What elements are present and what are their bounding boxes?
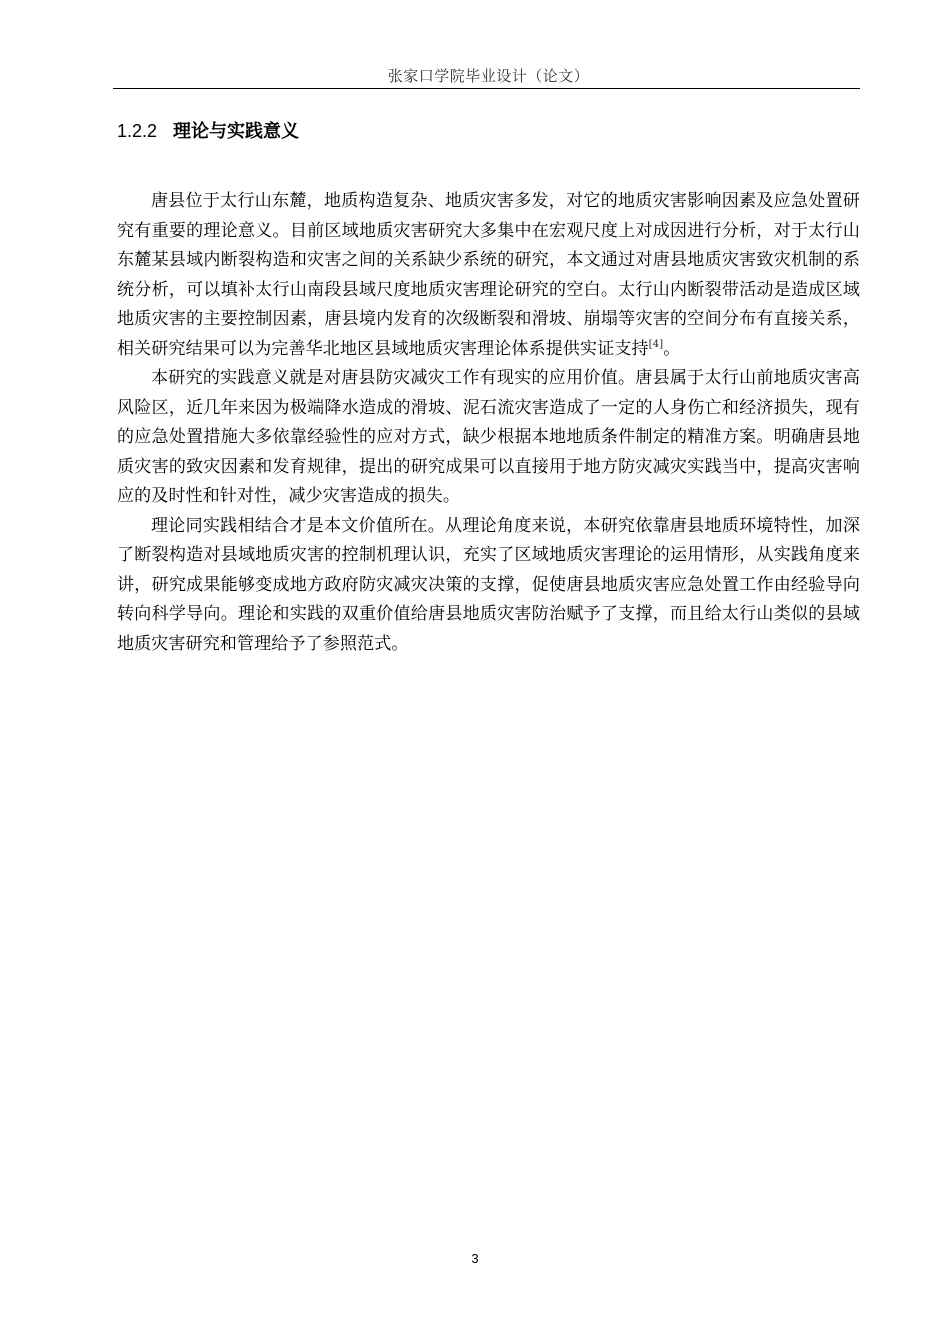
paragraph-end: 。 — [663, 338, 681, 359]
running-header: 张家口学院毕业设计（论文） — [387, 67, 590, 85]
section-number: 1.2.2 — [117, 121, 158, 141]
paragraph: 本研究的实践意义就是对唐县防灾减灾工作有现实的应用价值。唐县属于太行山前地质灾害高风险区，近几年来因为极端降水造成的滑坡、泥石流灾害造成了一定的人身伤亡和经济损失，现有的应急处置措施大多依靠经验性的应对方式，缺少根据本地地质条件制定的精准方案。明确唐县地质灾害的致灾因素和发育规律，提出的研究成果可以直接用于地方防灾减灾实践当中，提高灾害响应的及时性和针对性，减少灾害造成的损失。 — [117, 368, 860, 506]
paragraph: 理论同实践相结合才是本文价值所在。从理论角度来说，本研究依靠唐县地质环境特性，加深了断裂构造对县域地质灾害的控制机理认识，充实了区域地质灾害理论的运用情形，从实践角度来讲，研究成果能够变成地方政府防灾减灾决策的支撑，促使唐县地质灾害应急处置工作由经验导向转向科学导向。理论和实践的双重价值给唐县地质灾害防治赋予了支撑，而且给太行山类似的县域地质灾害研究和管理给予了参照范式。 — [117, 515, 860, 654]
section-heading — [117, 118, 299, 145]
paragraph-text: 唐县位于太行山东麓，地质构造复杂、地质灾害多发，对它的地质灾害影响因素及应急处置研究有重要的理论意义。目前区域地质灾害研究大多集中在宏观尺度上对成因进行分析，对于太行山东麓某县域内断裂构造和灾害之间的关系缺少系统的研究，本文通过对唐县地质灾害致灾机制的系统分析，可以填补太行山南段县域尺度地质灾害理论研究的空白。太行山内断裂带活动是造成区域地质灾害的主要控制因素，唐县境内发育的次级断裂和滑坡、崩塌等灾害的空间分布有直接关系，相关研究结果可以为完善华北地区县域地质灾害理论体系提供实证支持 — [117, 191, 860, 359]
page-number: 3 — [471, 1251, 479, 1266]
body-text — [117, 187, 860, 659]
header-rule — [113, 88, 860, 89]
paragraph — [117, 187, 860, 364]
citation-marker[interactable]: [4] — [648, 338, 664, 350]
section-title: 理论与实践意义 — [173, 121, 300, 142]
